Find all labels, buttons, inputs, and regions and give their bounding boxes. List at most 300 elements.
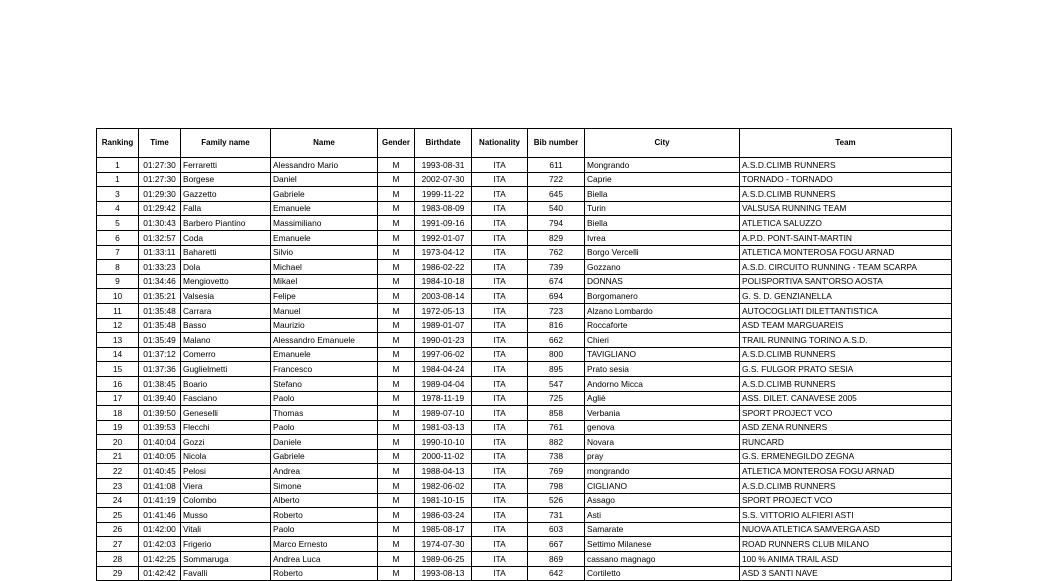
cell-gender: M	[378, 464, 415, 479]
cell-time: 01:40:04	[139, 435, 181, 450]
cell-birthdate: 1973-04-12	[415, 245, 472, 260]
cell-family-name: Carrara	[181, 303, 271, 318]
cell-birthdate: 1988-04-13	[415, 464, 472, 479]
cell-city: Prato sesia	[585, 362, 740, 377]
cell-ranking: 10	[97, 289, 139, 304]
cell-bib-number: 762	[528, 245, 585, 260]
table-row	[97, 552, 952, 567]
cell-city: DONNAS	[585, 274, 740, 289]
cell-ranking: 14	[97, 347, 139, 362]
table-row	[97, 566, 952, 581]
cell-team: SPORT PROJECT VCO	[740, 406, 952, 421]
cell-nationality: ITA	[472, 158, 528, 173]
cell-ranking: 21	[97, 449, 139, 464]
cell-city: Caprie	[585, 172, 740, 187]
cell-birthdate: 1983-08-09	[415, 201, 472, 216]
cell-ranking: 19	[97, 420, 139, 435]
cell-team: A.S.D.CLIMB RUNNERS	[740, 347, 952, 362]
cell-ranking: 15	[97, 362, 139, 377]
cell-bib-number: 642	[528, 566, 585, 581]
cell-birthdate: 1989-07-10	[415, 406, 472, 421]
cell-gender: M	[378, 420, 415, 435]
cell-birthdate: 1991-09-16	[415, 216, 472, 231]
cell-name: Stefano	[271, 376, 378, 391]
cell-nationality: ITA	[472, 435, 528, 450]
cell-name: Paolo	[271, 522, 378, 537]
cell-gender: M	[378, 201, 415, 216]
cell-name: Andrea	[271, 464, 378, 479]
cell-family-name: Malano	[181, 333, 271, 348]
cell-nationality: ITA	[472, 552, 528, 567]
cell-time: 01:35:48	[139, 303, 181, 318]
cell-name: Marco Ernesto	[271, 537, 378, 552]
cell-name: Felipe	[271, 289, 378, 304]
cell-bib-number: 722	[528, 172, 585, 187]
cell-gender: M	[378, 260, 415, 275]
cell-time: 01:40:05	[139, 449, 181, 464]
cell-bib-number: 603	[528, 522, 585, 537]
table-row	[97, 362, 952, 377]
cell-time: 01:39:53	[139, 420, 181, 435]
cell-ranking: 7	[97, 245, 139, 260]
cell-time: 01:42:25	[139, 552, 181, 567]
table-row	[97, 318, 952, 333]
cell-gender: M	[378, 187, 415, 202]
cell-nationality: ITA	[472, 318, 528, 333]
cell-gender: M	[378, 391, 415, 406]
header-gender: Gender	[378, 129, 415, 158]
cell-gender: M	[378, 449, 415, 464]
cell-family-name: Valsesia	[181, 289, 271, 304]
cell-ranking: 11	[97, 303, 139, 318]
cell-city: CIGLIANO	[585, 479, 740, 494]
cell-ranking: 25	[97, 508, 139, 523]
cell-gender: M	[378, 435, 415, 450]
cell-time: 01:35:49	[139, 333, 181, 348]
cell-city: Turin	[585, 201, 740, 216]
table-row	[97, 289, 952, 304]
cell-team: ATLETICA MONTEROSA FOGU ARNAD	[740, 245, 952, 260]
cell-name: Emanuele	[271, 201, 378, 216]
cell-name: Roberto	[271, 508, 378, 523]
table-row	[97, 333, 952, 348]
table-row	[97, 201, 952, 216]
cell-city: mongrando	[585, 464, 740, 479]
cell-gender: M	[378, 376, 415, 391]
cell-team: A.S.D. CIRCUITO RUNNING - TEAM SCARPA	[740, 260, 952, 275]
table-row	[97, 274, 952, 289]
table-row	[97, 347, 952, 362]
cell-bib-number: 858	[528, 406, 585, 421]
cell-team: ROAD RUNNERS CLUB MILANO	[740, 537, 952, 552]
cell-city: Gozzano	[585, 260, 740, 275]
cell-nationality: ITA	[472, 201, 528, 216]
cell-family-name: Ferraretti	[181, 158, 271, 173]
cell-time: 01:32:57	[139, 230, 181, 245]
cell-gender: M	[378, 508, 415, 523]
cell-city: pray	[585, 449, 740, 464]
cell-gender: M	[378, 318, 415, 333]
cell-family-name: Coda	[181, 230, 271, 245]
cell-ranking: 16	[97, 376, 139, 391]
cell-birthdate: 2000-11-02	[415, 449, 472, 464]
cell-city: Biella	[585, 216, 740, 231]
cell-family-name: Guglielmetti	[181, 362, 271, 377]
cell-nationality: ITA	[472, 537, 528, 552]
cell-time: 01:37:36	[139, 362, 181, 377]
cell-birthdate: 1997-06-02	[415, 347, 472, 362]
cell-city: Asti	[585, 508, 740, 523]
cell-gender: M	[378, 289, 415, 304]
cell-ranking: 3	[97, 187, 139, 202]
table-header	[97, 129, 952, 158]
cell-ranking: 12	[97, 318, 139, 333]
cell-team: NUOVA ATLETICA SAMVERGA ASD	[740, 522, 952, 537]
table-row	[97, 537, 952, 552]
cell-family-name: Sommaruga	[181, 552, 271, 567]
cell-city: Samarate	[585, 522, 740, 537]
cell-time: 01:33:11	[139, 245, 181, 260]
cell-team: ASD ZENA RUNNERS	[740, 420, 952, 435]
cell-name: Maurizio	[271, 318, 378, 333]
cell-ranking: 23	[97, 479, 139, 494]
cell-bib-number: 869	[528, 552, 585, 567]
cell-family-name: Gazzetto	[181, 187, 271, 202]
cell-name: Daniel	[271, 172, 378, 187]
cell-bib-number: 761	[528, 420, 585, 435]
cell-time: 01:39:40	[139, 391, 181, 406]
cell-name: Manuel	[271, 303, 378, 318]
cell-birthdate: 1984-04-24	[415, 362, 472, 377]
cell-city: Agliè	[585, 391, 740, 406]
cell-birthdate: 1992-01-07	[415, 230, 472, 245]
cell-name: Paolo	[271, 391, 378, 406]
cell-time: 01:41:08	[139, 479, 181, 494]
cell-time: 01:27:30	[139, 172, 181, 187]
cell-team: ATLETICA MONTEROSA FOGU ARNAD	[740, 464, 952, 479]
cell-bib-number: 611	[528, 158, 585, 173]
cell-birthdate: 1989-01-07	[415, 318, 472, 333]
cell-family-name: Geneselli	[181, 406, 271, 421]
table-row	[97, 420, 952, 435]
cell-team: TORNADO - TORNADO	[740, 172, 952, 187]
cell-nationality: ITA	[472, 420, 528, 435]
cell-bib-number: 895	[528, 362, 585, 377]
cell-nationality: ITA	[472, 216, 528, 231]
cell-nationality: ITA	[472, 362, 528, 377]
cell-name: Paolo	[271, 420, 378, 435]
results-table	[96, 128, 952, 581]
cell-city: Assago	[585, 493, 740, 508]
cell-ranking: 28	[97, 552, 139, 567]
cell-gender: M	[378, 158, 415, 173]
cell-team: ASD 3 SANTI NAVE	[740, 566, 952, 581]
cell-family-name: Gozzi	[181, 435, 271, 450]
cell-ranking: 26	[97, 522, 139, 537]
cell-team: TRAIL RUNNING TORINO A.S.D.	[740, 333, 952, 348]
cell-nationality: ITA	[472, 289, 528, 304]
table-row	[97, 508, 952, 523]
cell-name: Francesco	[271, 362, 378, 377]
header-city: City	[585, 129, 740, 158]
cell-time: 01:35:48	[139, 318, 181, 333]
cell-birthdate: 1986-03-24	[415, 508, 472, 523]
cell-city: TAVIGLIANO	[585, 347, 740, 362]
cell-city: Novara	[585, 435, 740, 450]
cell-time: 01:40:45	[139, 464, 181, 479]
cell-bib-number: 882	[528, 435, 585, 450]
cell-bib-number: 739	[528, 260, 585, 275]
cell-family-name: Flecchi	[181, 420, 271, 435]
header-time: Time	[139, 129, 181, 158]
cell-birthdate: 1985-08-17	[415, 522, 472, 537]
cell-team: ASS. DILET. CANAVESE 2005	[740, 391, 952, 406]
cell-nationality: ITA	[472, 172, 528, 187]
cell-time: 01:42:00	[139, 522, 181, 537]
cell-city: Chieri	[585, 333, 740, 348]
cell-bib-number: 540	[528, 201, 585, 216]
table-row	[97, 493, 952, 508]
cell-team: ATLETICA SALUZZO	[740, 216, 952, 231]
cell-family-name: Viera	[181, 479, 271, 494]
cell-time: 01:42:03	[139, 537, 181, 552]
table-row	[97, 172, 952, 187]
cell-ranking: 9	[97, 274, 139, 289]
cell-city: Borgo Vercelli	[585, 245, 740, 260]
table-row	[97, 245, 952, 260]
cell-city: Verbania	[585, 406, 740, 421]
cell-family-name: Pelosi	[181, 464, 271, 479]
header-birthdate: Birthdate	[415, 129, 472, 158]
cell-name: Simone	[271, 479, 378, 494]
cell-team: A.S.D.CLIMB RUNNERS	[740, 158, 952, 173]
cell-time: 01:30:43	[139, 216, 181, 231]
table-body	[97, 158, 952, 581]
cell-birthdate: 1990-10-10	[415, 435, 472, 450]
cell-nationality: ITA	[472, 522, 528, 537]
cell-bib-number: 800	[528, 347, 585, 362]
cell-bib-number: 725	[528, 391, 585, 406]
cell-time: 01:27:30	[139, 158, 181, 173]
cell-team: POLISPORTIVA SANT'ORSO AOSTA	[740, 274, 952, 289]
cell-gender: M	[378, 347, 415, 362]
cell-team: A.S.D.CLIMB RUNNERS	[740, 376, 952, 391]
table-row	[97, 522, 952, 537]
cell-gender: M	[378, 566, 415, 581]
cell-bib-number: 798	[528, 479, 585, 494]
header-nationality: Nationality	[472, 129, 528, 158]
cell-family-name: Boario	[181, 376, 271, 391]
cell-name: Roberto	[271, 566, 378, 581]
cell-birthdate: 1982-06-02	[415, 479, 472, 494]
cell-ranking: 27	[97, 537, 139, 552]
cell-city: Borgomanero	[585, 289, 740, 304]
cell-family-name: Musso	[181, 508, 271, 523]
cell-time: 01:42:42	[139, 566, 181, 581]
cell-family-name: Dola	[181, 260, 271, 275]
cell-bib-number: 769	[528, 464, 585, 479]
cell-ranking: 1	[97, 172, 139, 187]
cell-nationality: ITA	[472, 376, 528, 391]
cell-time: 01:37:12	[139, 347, 181, 362]
cell-family-name: Vitali	[181, 522, 271, 537]
cell-time: 01:38:45	[139, 376, 181, 391]
cell-birthdate: 1989-04-04	[415, 376, 472, 391]
cell-birthdate: 2002-07-30	[415, 172, 472, 187]
cell-nationality: ITA	[472, 464, 528, 479]
cell-family-name: Mengiovetto	[181, 274, 271, 289]
cell-team: SPORT PROJECT VCO	[740, 493, 952, 508]
cell-birthdate: 1999-11-22	[415, 187, 472, 202]
cell-name: Emanuele	[271, 347, 378, 362]
cell-gender: M	[378, 274, 415, 289]
cell-city: Biella	[585, 187, 740, 202]
cell-family-name: Basso	[181, 318, 271, 333]
cell-name: Gabriele	[271, 449, 378, 464]
table-row	[97, 230, 952, 245]
cell-time: 01:41:46	[139, 508, 181, 523]
cell-bib-number: 731	[528, 508, 585, 523]
cell-gender: M	[378, 552, 415, 567]
cell-birthdate: 1993-08-31	[415, 158, 472, 173]
cell-ranking: 18	[97, 406, 139, 421]
cell-time: 01:29:42	[139, 201, 181, 216]
cell-birthdate: 1989-06-25	[415, 552, 472, 567]
cell-birthdate: 1990-01-23	[415, 333, 472, 348]
cell-birthdate: 1972-05-13	[415, 303, 472, 318]
cell-city: Settimo Milanese	[585, 537, 740, 552]
cell-city: Roccaforte	[585, 318, 740, 333]
cell-gender: M	[378, 230, 415, 245]
header-bib-number: Bib number	[528, 129, 585, 158]
cell-name: Alessandro Mario	[271, 158, 378, 173]
cell-nationality: ITA	[472, 333, 528, 348]
cell-nationality: ITA	[472, 449, 528, 464]
cell-nationality: ITA	[472, 566, 528, 581]
table-row	[97, 464, 952, 479]
cell-nationality: ITA	[472, 187, 528, 202]
cell-family-name: Falla	[181, 201, 271, 216]
cell-nationality: ITA	[472, 479, 528, 494]
cell-family-name: Borgese	[181, 172, 271, 187]
table-row	[97, 303, 952, 318]
cell-ranking: 29	[97, 566, 139, 581]
table-row	[97, 391, 952, 406]
cell-birthdate: 1981-03-13	[415, 420, 472, 435]
cell-family-name: Favalli	[181, 566, 271, 581]
cell-birthdate: 2003-08-14	[415, 289, 472, 304]
cell-bib-number: 662	[528, 333, 585, 348]
cell-city: genova	[585, 420, 740, 435]
cell-name: Andrea Luca	[271, 552, 378, 567]
cell-ranking: 4	[97, 201, 139, 216]
cell-ranking: 13	[97, 333, 139, 348]
cell-bib-number: 738	[528, 449, 585, 464]
cell-ranking: 5	[97, 216, 139, 231]
cell-bib-number: 694	[528, 289, 585, 304]
cell-team: AUTOCOGLIATI DILETTANTISTICA	[740, 303, 952, 318]
cell-nationality: ITA	[472, 303, 528, 318]
cell-gender: M	[378, 216, 415, 231]
cell-birthdate: 1986-02-22	[415, 260, 472, 275]
cell-nationality: ITA	[472, 245, 528, 260]
cell-gender: M	[378, 406, 415, 421]
table-row	[97, 479, 952, 494]
cell-team: S.S. VITTORIO ALFIERI ASTI	[740, 508, 952, 523]
cell-gender: M	[378, 479, 415, 494]
table-row	[97, 216, 952, 231]
table-row	[97, 260, 952, 275]
cell-family-name: Frigerio	[181, 537, 271, 552]
cell-name: Daniele	[271, 435, 378, 450]
cell-nationality: ITA	[472, 493, 528, 508]
cell-bib-number: 674	[528, 274, 585, 289]
cell-city: Ivrea	[585, 230, 740, 245]
cell-birthdate: 1984-10-18	[415, 274, 472, 289]
cell-city: cassano magnago	[585, 552, 740, 567]
table-row	[97, 435, 952, 450]
cell-gender: M	[378, 362, 415, 377]
cell-nationality: ITA	[472, 274, 528, 289]
cell-name: Mikael	[271, 274, 378, 289]
cell-gender: M	[378, 172, 415, 187]
cell-name: Gabriele	[271, 187, 378, 202]
cell-ranking: 8	[97, 260, 139, 275]
cell-ranking: 6	[97, 230, 139, 245]
table-row	[97, 158, 952, 173]
cell-team: ASD TEAM MARGUAREIS	[740, 318, 952, 333]
cell-team: 100 % ANIMA TRAIL ASD	[740, 552, 952, 567]
header-name: Name	[271, 129, 378, 158]
table-row	[97, 449, 952, 464]
cell-gender: M	[378, 493, 415, 508]
cell-family-name: Fasciano	[181, 391, 271, 406]
cell-name: Thomas	[271, 406, 378, 421]
header-team: Team	[740, 129, 952, 158]
table-row	[97, 376, 952, 391]
cell-gender: M	[378, 537, 415, 552]
cell-nationality: ITA	[472, 508, 528, 523]
cell-bib-number: 794	[528, 216, 585, 231]
header-row	[97, 129, 952, 158]
cell-bib-number: 667	[528, 537, 585, 552]
cell-city: Andorno Micca	[585, 376, 740, 391]
cell-team: A.P.D. PONT-SAINT-MARTIN	[740, 230, 952, 245]
cell-bib-number: 723	[528, 303, 585, 318]
cell-name: Alberto	[271, 493, 378, 508]
cell-name: Emanuele	[271, 230, 378, 245]
cell-city: Mongrando	[585, 158, 740, 173]
header-family-name: Family name	[181, 129, 271, 158]
cell-team: RUNCARD	[740, 435, 952, 450]
cell-ranking: 1	[97, 158, 139, 173]
cell-family-name: Comerro	[181, 347, 271, 362]
table-row	[97, 187, 952, 202]
cell-nationality: ITA	[472, 406, 528, 421]
cell-ranking: 24	[97, 493, 139, 508]
cell-nationality: ITA	[472, 391, 528, 406]
cell-family-name: Nicola	[181, 449, 271, 464]
cell-bib-number: 547	[528, 376, 585, 391]
cell-city: Alzano Lombardo	[585, 303, 740, 318]
cell-name: Massimiliano	[271, 216, 378, 231]
cell-nationality: ITA	[472, 230, 528, 245]
cell-gender: M	[378, 245, 415, 260]
cell-gender: M	[378, 522, 415, 537]
cell-city: Cortiletto	[585, 566, 740, 581]
cell-team: G.S. ERMENEGILDO ZEGNA	[740, 449, 952, 464]
cell-team: G.S. FULGOR PRATO SESIA	[740, 362, 952, 377]
